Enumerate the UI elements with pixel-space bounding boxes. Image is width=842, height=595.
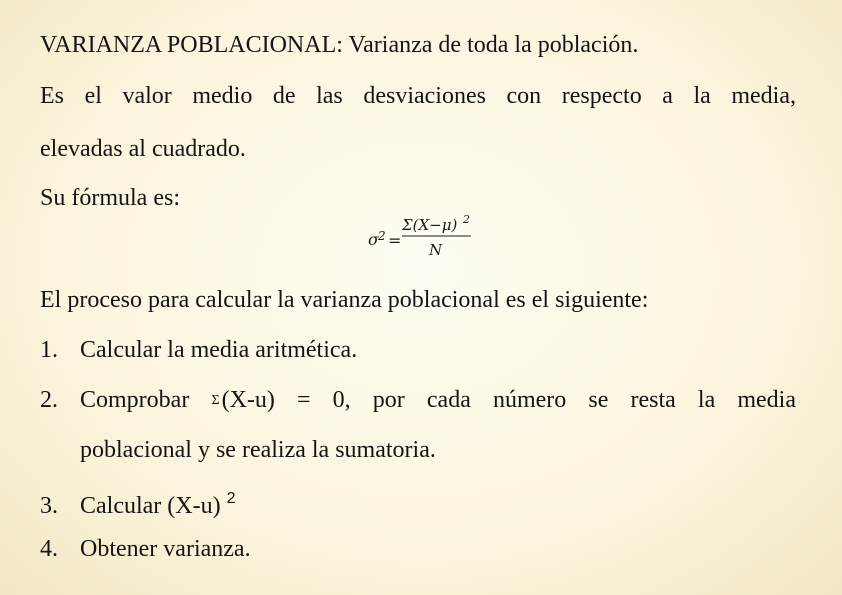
step-3 <box>40 484 236 521</box>
formula-equals: = <box>388 231 402 250</box>
heading-line <box>40 30 638 60</box>
paragraph-line-1: Es el valor medio de las desviaciones con respecto a la media, <box>40 83 796 109</box>
formula-lhs: σ <box>368 230 379 249</box>
formula-intro: Su fórmula es: <box>40 185 180 211</box>
step-1 <box>40 335 357 365</box>
heading-definition: : Varianza de toda la población. <box>336 32 639 58</box>
step-text: Calcular (X-u) <box>80 493 221 519</box>
formula-lhs-exp: 2 <box>378 229 386 243</box>
formula-numerator: Σ(X−μ) <box>402 216 458 234</box>
formula-denominator: N <box>429 241 443 259</box>
step-number: 2. <box>40 387 58 413</box>
variance-formula <box>368 212 478 260</box>
step-2 <box>40 385 796 416</box>
step-number: 4. <box>40 536 58 562</box>
paragraph-line-2: elevadas al cuadrado. <box>40 136 246 162</box>
step-text-after: (X-u) = 0, por cada número se resta la media <box>221 387 796 413</box>
heading-term: VARIANZA POBLACIONAL <box>40 32 337 58</box>
step-2-continuation: poblacional y se realiza la sumatoria. <box>80 437 436 463</box>
step-text: Obtener varianza. <box>80 536 251 562</box>
step-text: Calcular la media aritmética. <box>80 337 358 363</box>
step-number: 1. <box>40 337 58 363</box>
formula-numerator-exp: 2 <box>463 213 470 226</box>
step-exponent: 2 <box>226 490 236 507</box>
sigma-icon: Σ <box>211 393 220 408</box>
step-4 <box>40 534 251 564</box>
step-text-before: Comprobar <box>80 387 190 413</box>
process-intro: El proceso para calcular la varianza poblacional es el siguiente: <box>40 287 649 313</box>
step-number: 3. <box>40 493 58 519</box>
